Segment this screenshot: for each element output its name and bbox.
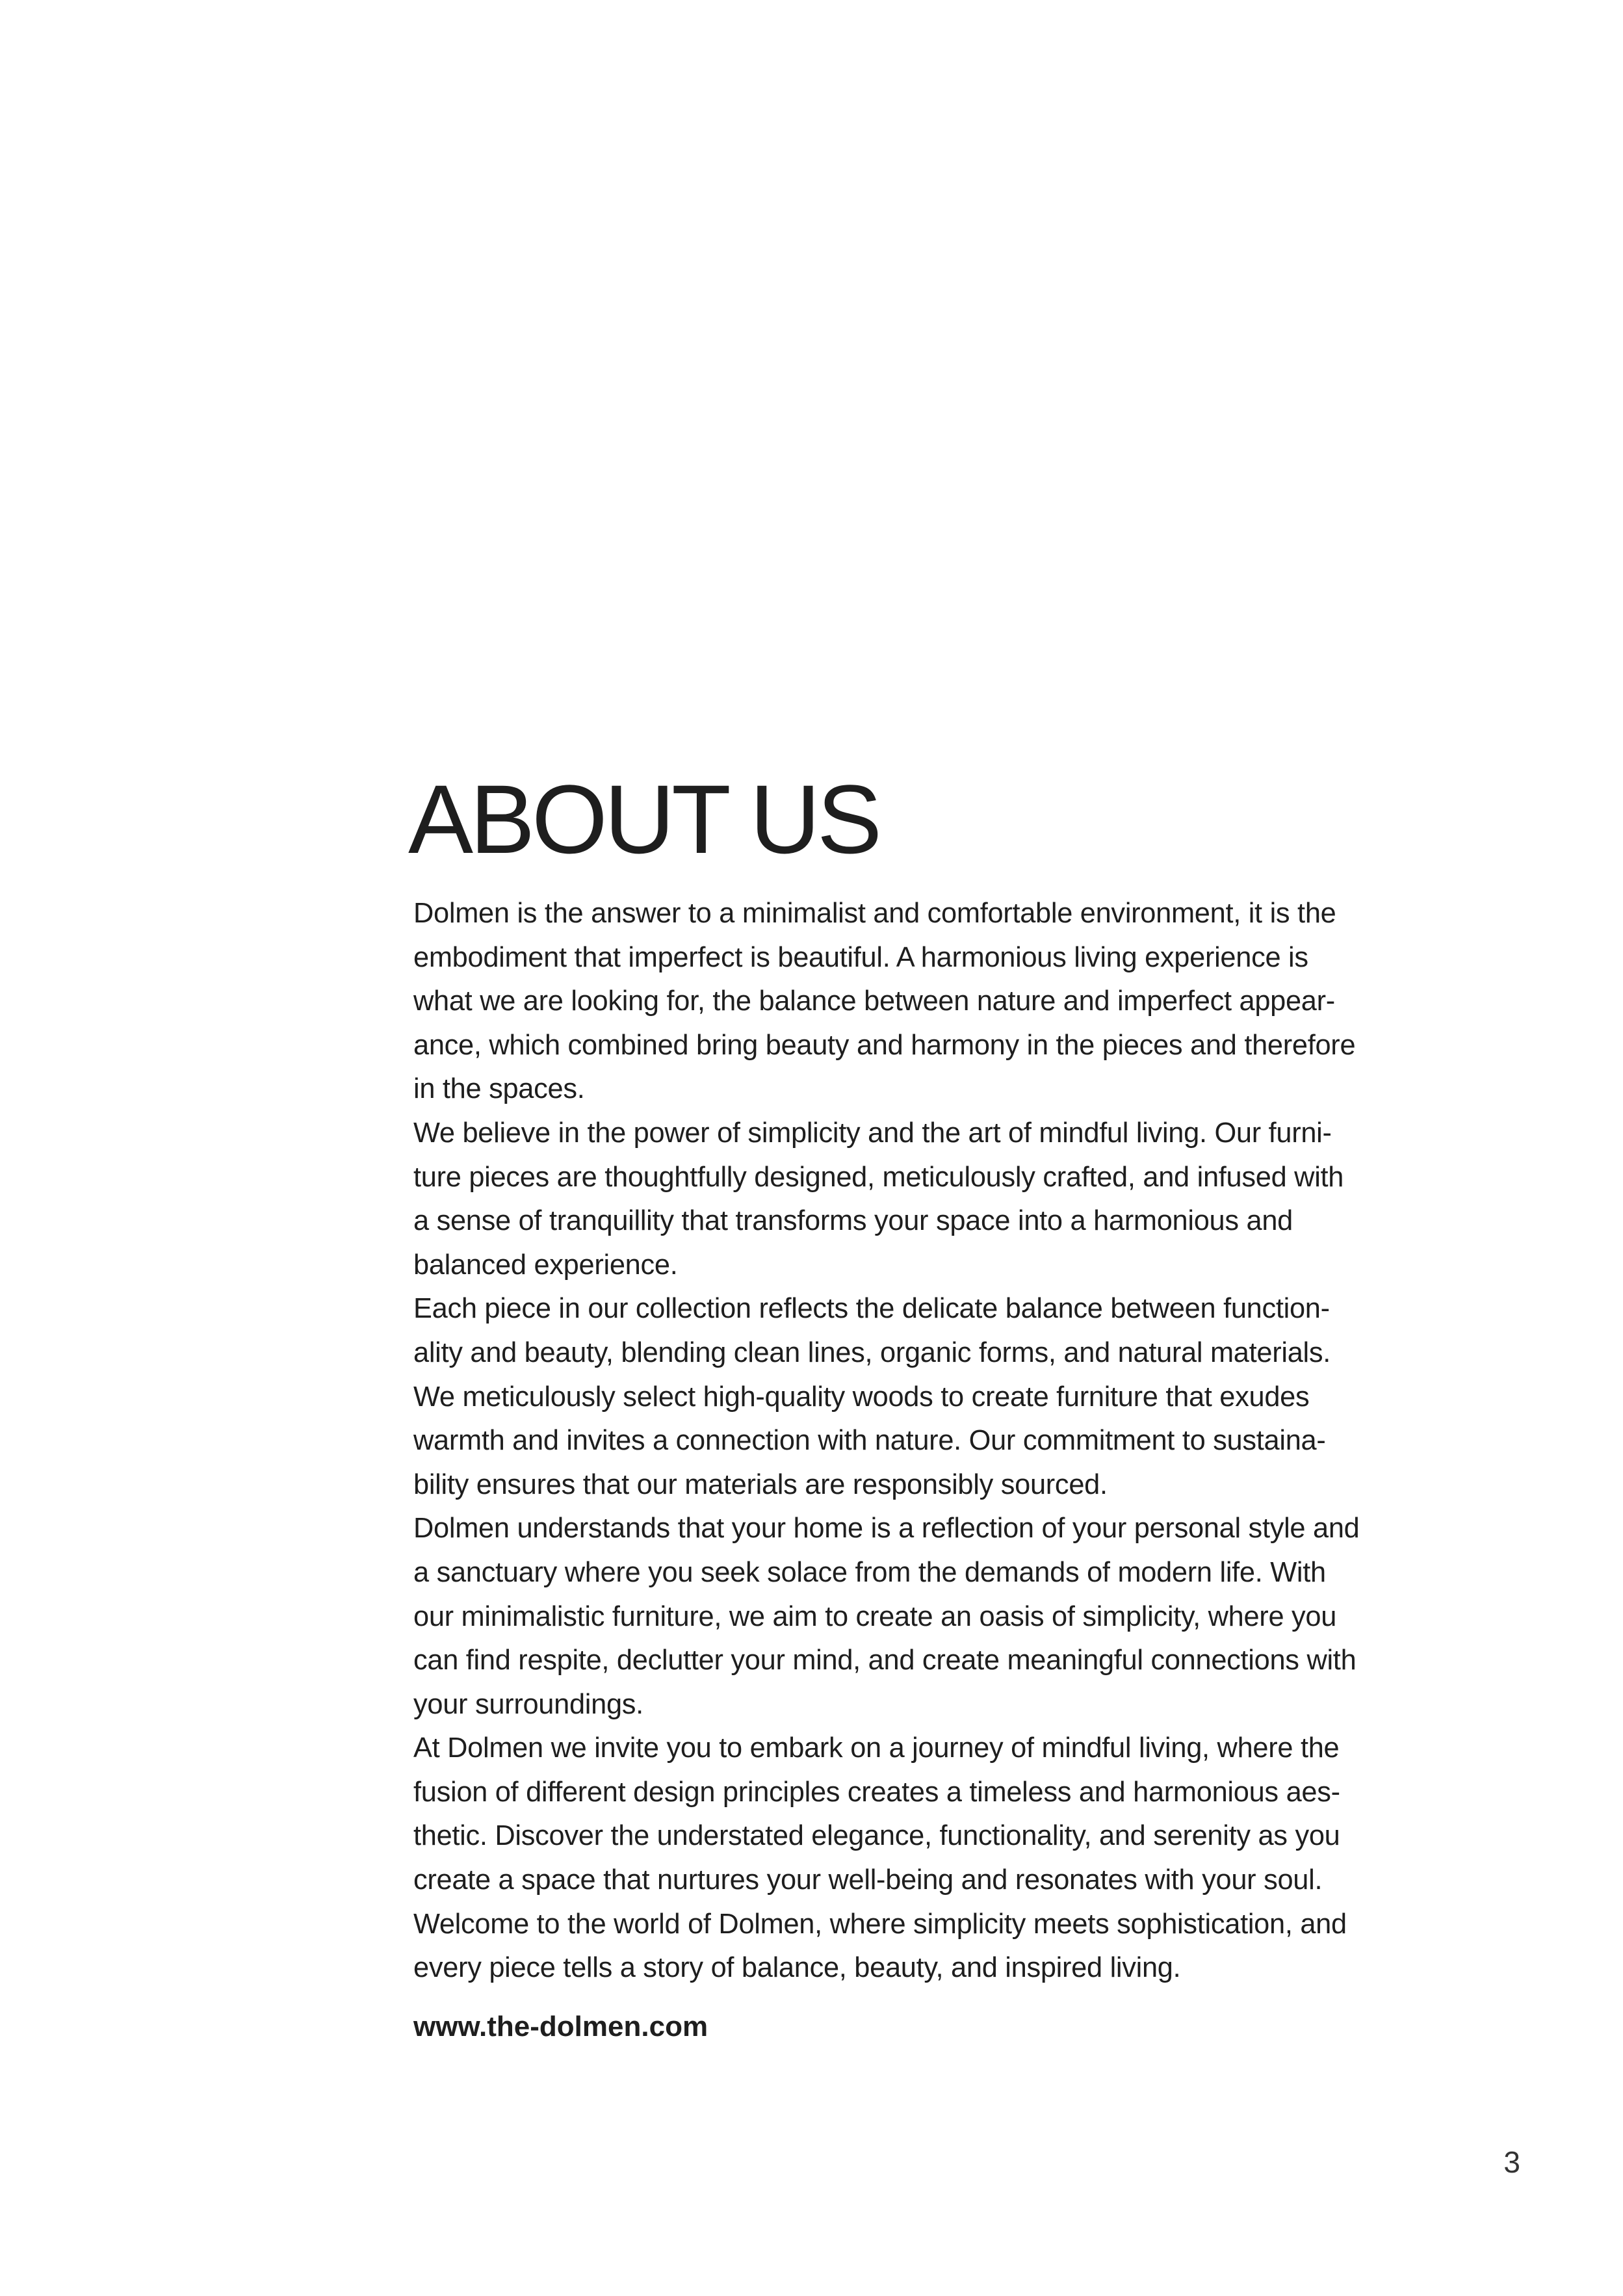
body-line: create a space that nurtures your well-being and resonates with your soul. xyxy=(413,1864,1323,1896)
body-line: fusion of different design principles creates a timeless and harmonious aes- xyxy=(413,1775,1340,1808)
body-line: warmth and invites a connection with nature. Our commitment to sustaina- xyxy=(413,1424,1326,1457)
body-line: every piece tells a story of balance, beauty, and inspired living. xyxy=(413,1951,1181,1984)
body-line: balanced experience. xyxy=(413,1248,678,1281)
body-line: We believe in the power of simplicity and the art of mindful living. Our furni- xyxy=(413,1116,1332,1149)
body-line: bility ensures that our materials are responsibly sourced. xyxy=(413,1468,1108,1500)
page-title: ABOUT US xyxy=(408,764,879,874)
body-line: ality and beauty, blending clean lines, organic forms, and natural materials. xyxy=(413,1336,1331,1368)
body-line: can find respite, declutter your mind, and create meaningful connections with xyxy=(413,1644,1357,1676)
body-line: what we are looking for, the balance between nature and imperfect appear- xyxy=(413,985,1335,1017)
body-line: Dolmen understands that your home is a reflection of your personal style and xyxy=(413,1512,1360,1545)
body-line: in the spaces. xyxy=(413,1073,585,1105)
body-line: a sanctuary where you seek solace from the demands of modern life. With xyxy=(413,1556,1326,1588)
body-line: thetic. Discover the understated elegance, functionality, and serenity as you xyxy=(413,1820,1340,1852)
body-line: our minimalistic furniture, we aim to create an oasis of simplicity, where you xyxy=(413,1600,1337,1632)
body-line: ture pieces are thoughtfully designed, meticulously crafted, and infused with xyxy=(413,1160,1344,1193)
body-line: Welcome to the world of Dolmen, where simplicity meets sophistication, and xyxy=(413,1907,1347,1940)
body-line: your surroundings. xyxy=(413,1688,643,1720)
body-line: Dolmen is the answer to a minimalist and comfortable environment, it is the xyxy=(413,897,1336,929)
about-body-text xyxy=(413,891,1557,1990)
body-line: embodiment that imperfect is beautiful. A harmonious living experience is xyxy=(413,941,1308,973)
body-line: Each piece in our collection reflects the delicate balance between function- xyxy=(413,1292,1330,1325)
body-line: At Dolmen we invite you to embark on a journey of mindful living, where the xyxy=(413,1732,1340,1764)
website-link[interactable]: www.the-dolmen.com xyxy=(413,2011,708,2042)
page-number: 3 xyxy=(1503,2145,1520,2179)
body-line: ance, which combined bring beauty and harmony in the pieces and therefore xyxy=(413,1028,1356,1061)
body-line: a sense of tranquillity that transforms your space into a harmonious and xyxy=(413,1205,1293,1237)
body-line: We meticulously select high-quality woods to create furniture that exudes xyxy=(413,1380,1310,1413)
